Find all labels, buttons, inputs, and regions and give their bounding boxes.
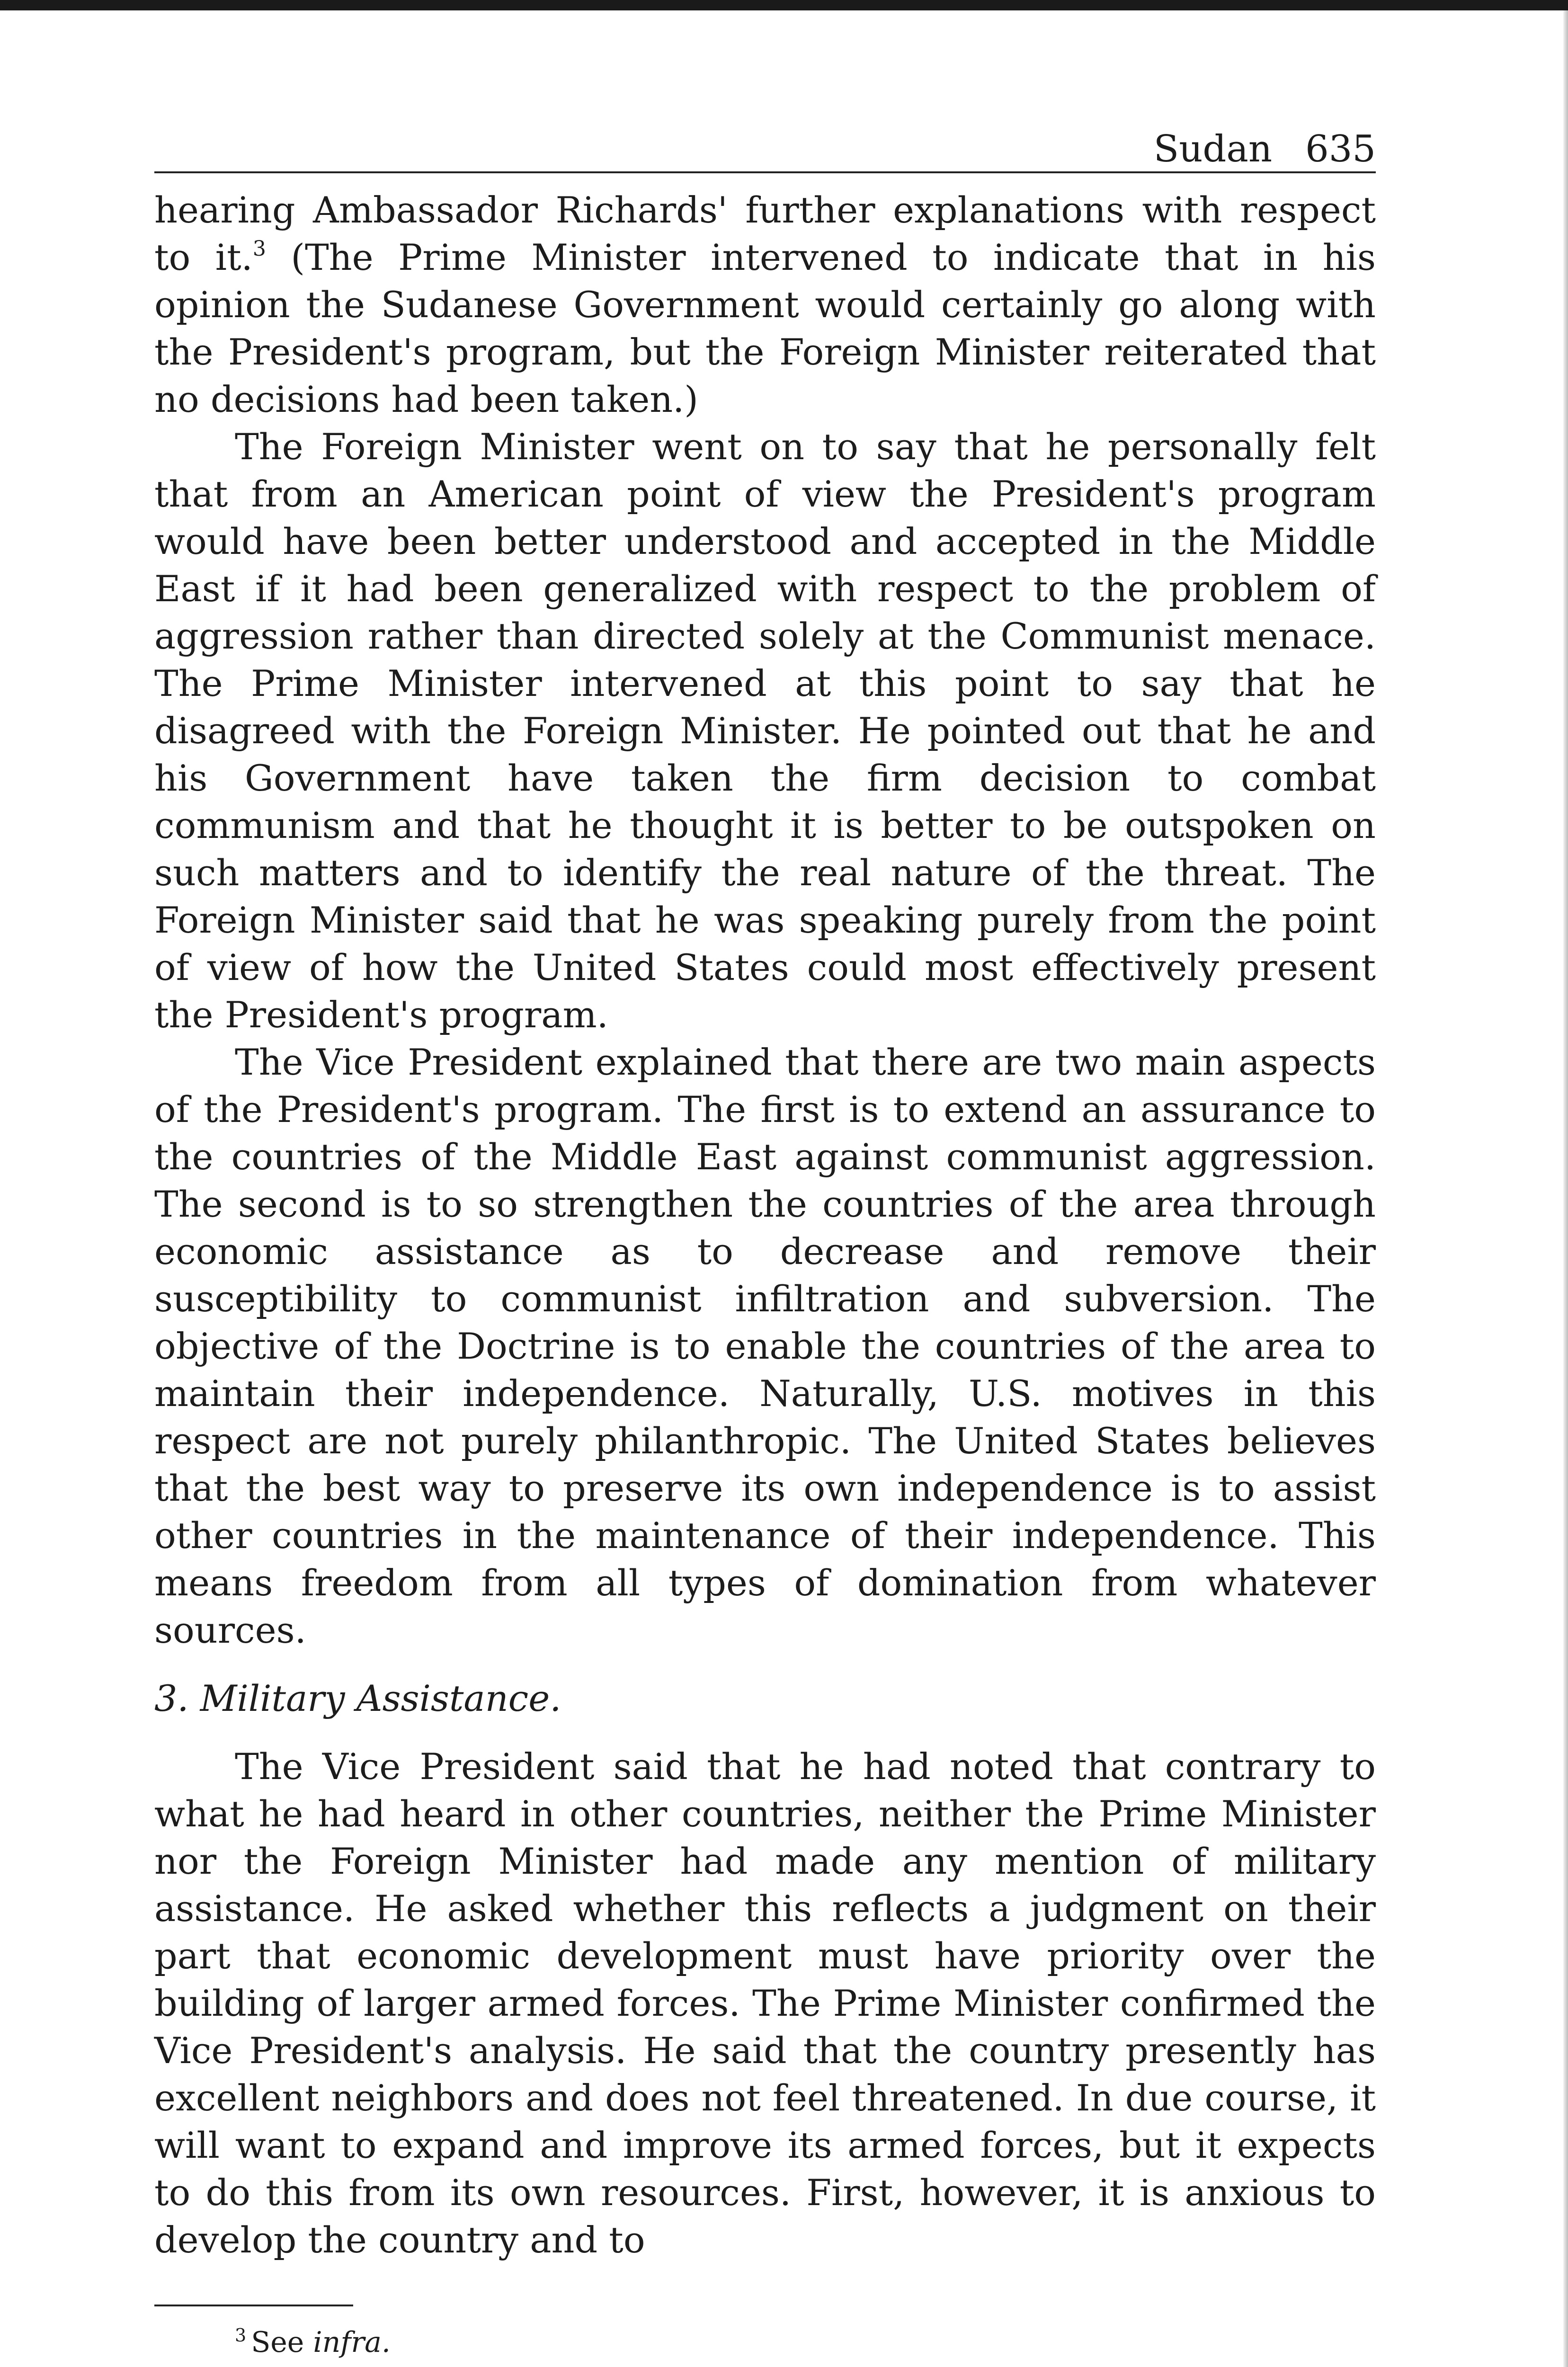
footnote-text: See [251, 2326, 313, 2359]
footnote-reference-text: infra. [313, 2326, 391, 2359]
body-text [154, 187, 1376, 2264]
paragraph-4: The Vice President said that he had noted that contrary to what he had heard in other countries, neither the Prime Minister nor the Foreign Minister had made any mention of military assistance. He asked whether this reflects a judgment on their part that economic development must have priority over the building of larger armed forces. The Prime Minister confirmed the Vice President's analysis. He said that the country presently has excellent neighbors and does not feel threatened. In due course, it will want to expand and improve its armed forces, but it expects to do this from its own resources. First, however, it is anxious to develop the country and to [154, 1745, 1376, 2261]
section-heading: 3. Military Assistance. [154, 1677, 561, 1719]
footnote-divider [154, 2305, 353, 2306]
page-number: 635 [1305, 128, 1376, 170]
footnote [235, 2323, 1376, 2361]
paragraph-1-continued: (The Prime Minister intervened to indicate that in his opinion the Sudanese Government would certainly go along with the President's program, but the Foreign Minister reiterated that no decisions had been taken.) [154, 236, 1376, 420]
document-page [154, 118, 1376, 2361]
scan-right-edge [1563, 10, 1568, 2367]
running-head-section: Sudan [1153, 128, 1273, 170]
paragraph-1-text: hearing Ambassador Richards' further explanations with respect to it. [154, 189, 1376, 278]
running-head [154, 118, 1376, 173]
footnote-number: 3 [235, 2325, 247, 2346]
paragraph-3: The Vice President explained that there are two main aspects of the President's program. The first is to extend an assurance to the countries of the Middle East against communist aggression. The second is to so strengthen the countries of the area through economic assistance as to decrease and remove their susceptibility to communist infiltration and subversion. The objective of the Doctrine is to enable the countries of the area to maintain their independence. Naturally, U.S. motives in this respect are not purely philanthropic. The United States believes that the best way to preserve its own independence is to assist other countries in the maintenance of their independence. This means freedom from all types of domination from whatever sources. [154, 1041, 1376, 1651]
paragraph-2: The Foreign Minister went on to say that he personally felt that from an American point of view the President's program would have been better understood and accepted in the Middle East if it had been generalized with respect to the problem of aggression rather than directed solely at the Communist menace. The Prime Minister intervened at this point to say that he disagreed with the Foreign Minister. He pointed out that he and his Government have taken the firm decision to combat communism and that he thought it is better to be outspoken on such matters and to identify the real nature of the threat. The Foreign Minister said that he was speaking purely from the point of view of how the United States could most effectively present the President's program. [154, 426, 1376, 1036]
footnote-reference: 3 [252, 237, 266, 261]
running-head-text [1153, 128, 1376, 170]
paragraph-1 [154, 187, 1376, 423]
scan-top-border [0, 0, 1568, 10]
